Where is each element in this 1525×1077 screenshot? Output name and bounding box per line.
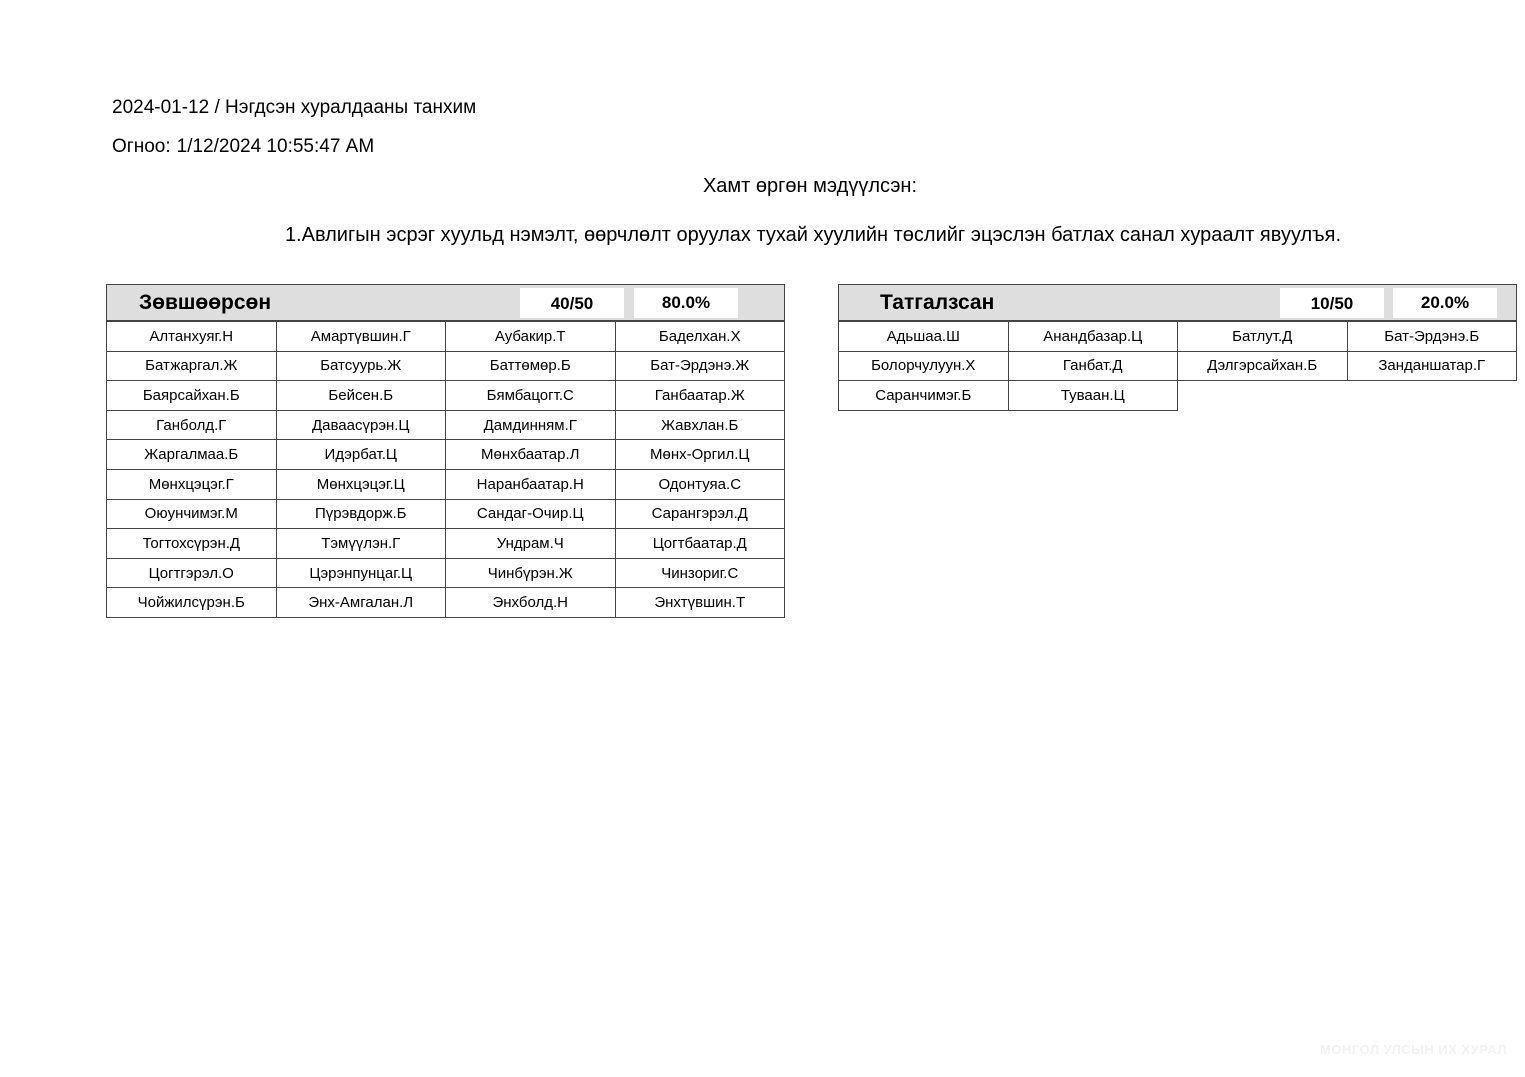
member-name: Ганболд.Г bbox=[107, 410, 277, 440]
member-name: Батжаргал.Ж bbox=[107, 351, 277, 381]
approved-names-table bbox=[106, 321, 785, 618]
member-name: Энх-Амгалан.Л bbox=[276, 588, 446, 618]
member-name: Тэмүүлэн.Г bbox=[276, 529, 446, 559]
member-name: Алтанхуяг.Н bbox=[107, 322, 277, 352]
approved-panel bbox=[106, 284, 785, 618]
member-name: Саранчимэг.Б bbox=[839, 381, 1009, 411]
table-row bbox=[107, 529, 785, 559]
member-name: Аубакир.Т bbox=[446, 322, 616, 352]
table-row bbox=[107, 381, 785, 411]
member-name: Ганбаатар.Ж bbox=[615, 381, 785, 411]
member-name: Цэрэнпунцаг.Ц bbox=[276, 558, 446, 588]
member-name: Мөнхцэцэг.Г bbox=[107, 469, 277, 499]
member-name: Цогтгэрэл.О bbox=[107, 558, 277, 588]
member-name: Жаргалмаа.Б bbox=[107, 440, 277, 470]
member-name: Идэрбат.Ц bbox=[276, 440, 446, 470]
member-name: Оюунчимэг.М bbox=[107, 499, 277, 529]
session-title: 2024-01-12 / Нэгдсэн хуралдааны танхим bbox=[112, 97, 477, 118]
table-row bbox=[839, 351, 1517, 381]
table-row bbox=[107, 499, 785, 529]
member-name: Цогтбаатар.Д bbox=[615, 529, 785, 559]
member-name: Туваан.Ц bbox=[1008, 381, 1178, 411]
date-label: Огноо: bbox=[112, 136, 171, 157]
rejected-names-table bbox=[838, 321, 1517, 411]
member-name: Пүрэвдорж.Б bbox=[276, 499, 446, 529]
member-name: Энхтүвшин.Т bbox=[615, 588, 785, 618]
rejected-header bbox=[838, 284, 1517, 321]
member-name: Тогтохсүрэн.Д bbox=[107, 529, 277, 559]
co-submitted-heading: Хамт өргөн мэдүүлсэн: bbox=[702, 175, 918, 197]
member-name: Бат-Эрдэнэ.Ж bbox=[615, 351, 785, 381]
member-name: Дэлгэрсайхан.Б bbox=[1178, 351, 1348, 381]
member-name: Мөнх-Оргил.Ц bbox=[615, 440, 785, 470]
member-name: Сандаг-Очир.Ц bbox=[446, 499, 616, 529]
member-name: Баттөмөр.Б bbox=[446, 351, 616, 381]
motion-text: 1.Авлигын эсрэг хуульд нэмэлт, өөрчлөлт оруулах тухай хуулийн төслийг эцэслэн батлах санал хураалт явуулъя. bbox=[284, 224, 1342, 246]
member-name: Сарангэрэл.Д bbox=[615, 499, 785, 529]
member-name: Ундрам.Ч bbox=[446, 529, 616, 559]
member-name: Мөнхцэцэг.Ц bbox=[276, 469, 446, 499]
table-row bbox=[107, 469, 785, 499]
rejected-title: Татгалзсан bbox=[880, 291, 995, 314]
member-name: Анандбазар.Ц bbox=[1008, 322, 1178, 352]
member-name: Занданшатар.Г bbox=[1347, 351, 1517, 381]
rejected-percent: 20.0% bbox=[1393, 288, 1497, 318]
empty-cell bbox=[1347, 381, 1517, 411]
member-name: Наранбаатар.Н bbox=[446, 469, 616, 499]
table-row bbox=[107, 410, 785, 440]
member-name: Мөнхбаатар.Л bbox=[446, 440, 616, 470]
member-name: Бямбацогт.С bbox=[446, 381, 616, 411]
table-row bbox=[839, 381, 1517, 411]
member-name: Батлут.Д bbox=[1178, 322, 1348, 352]
member-name: Чинбүрэн.Ж bbox=[446, 558, 616, 588]
approved-title: Зөвшөөрсөн bbox=[139, 291, 272, 314]
empty-cell bbox=[1178, 381, 1348, 411]
member-name: Дамдинням.Г bbox=[446, 410, 616, 440]
member-name: Одонтуяа.С bbox=[615, 469, 785, 499]
member-name: Амартүвшин.Г bbox=[276, 322, 446, 352]
table-row bbox=[107, 558, 785, 588]
table-row bbox=[107, 351, 785, 381]
approved-count: 40/50 bbox=[520, 288, 624, 318]
member-name: Батсуурь.Ж bbox=[276, 351, 446, 381]
member-name: Баярсайхан.Б bbox=[107, 381, 277, 411]
table-row bbox=[839, 322, 1517, 352]
member-name: Ганбат.Д bbox=[1008, 351, 1178, 381]
vote-date bbox=[112, 136, 374, 158]
table-row bbox=[107, 588, 785, 618]
watermark: МОНГОЛ УЛСЫН ИХ ХУРАЛ bbox=[1320, 1042, 1507, 1057]
date-value: 1/12/2024 10:55:47 AM bbox=[176, 136, 375, 157]
member-name: Жавхлан.Б bbox=[615, 410, 785, 440]
member-name: Бат-Эрдэнэ.Б bbox=[1347, 322, 1517, 352]
member-name: Даваасүрэн.Ц bbox=[276, 410, 446, 440]
table-row bbox=[107, 440, 785, 470]
member-name: Адьшаа.Ш bbox=[839, 322, 1009, 352]
rejected-panel bbox=[838, 284, 1517, 411]
member-name: Болорчулуун.Х bbox=[839, 351, 1009, 381]
member-name: Бейсен.Б bbox=[276, 381, 446, 411]
member-name: Чинзориг.С bbox=[615, 558, 785, 588]
member-name: Баделхан.Х bbox=[615, 322, 785, 352]
member-name: Энхболд.Н bbox=[446, 588, 616, 618]
approved-percent: 80.0% bbox=[634, 288, 738, 318]
approved-header bbox=[106, 284, 785, 321]
table-row bbox=[107, 322, 785, 352]
rejected-count: 10/50 bbox=[1280, 288, 1384, 318]
member-name: Чойжилсүрэн.Б bbox=[107, 588, 277, 618]
